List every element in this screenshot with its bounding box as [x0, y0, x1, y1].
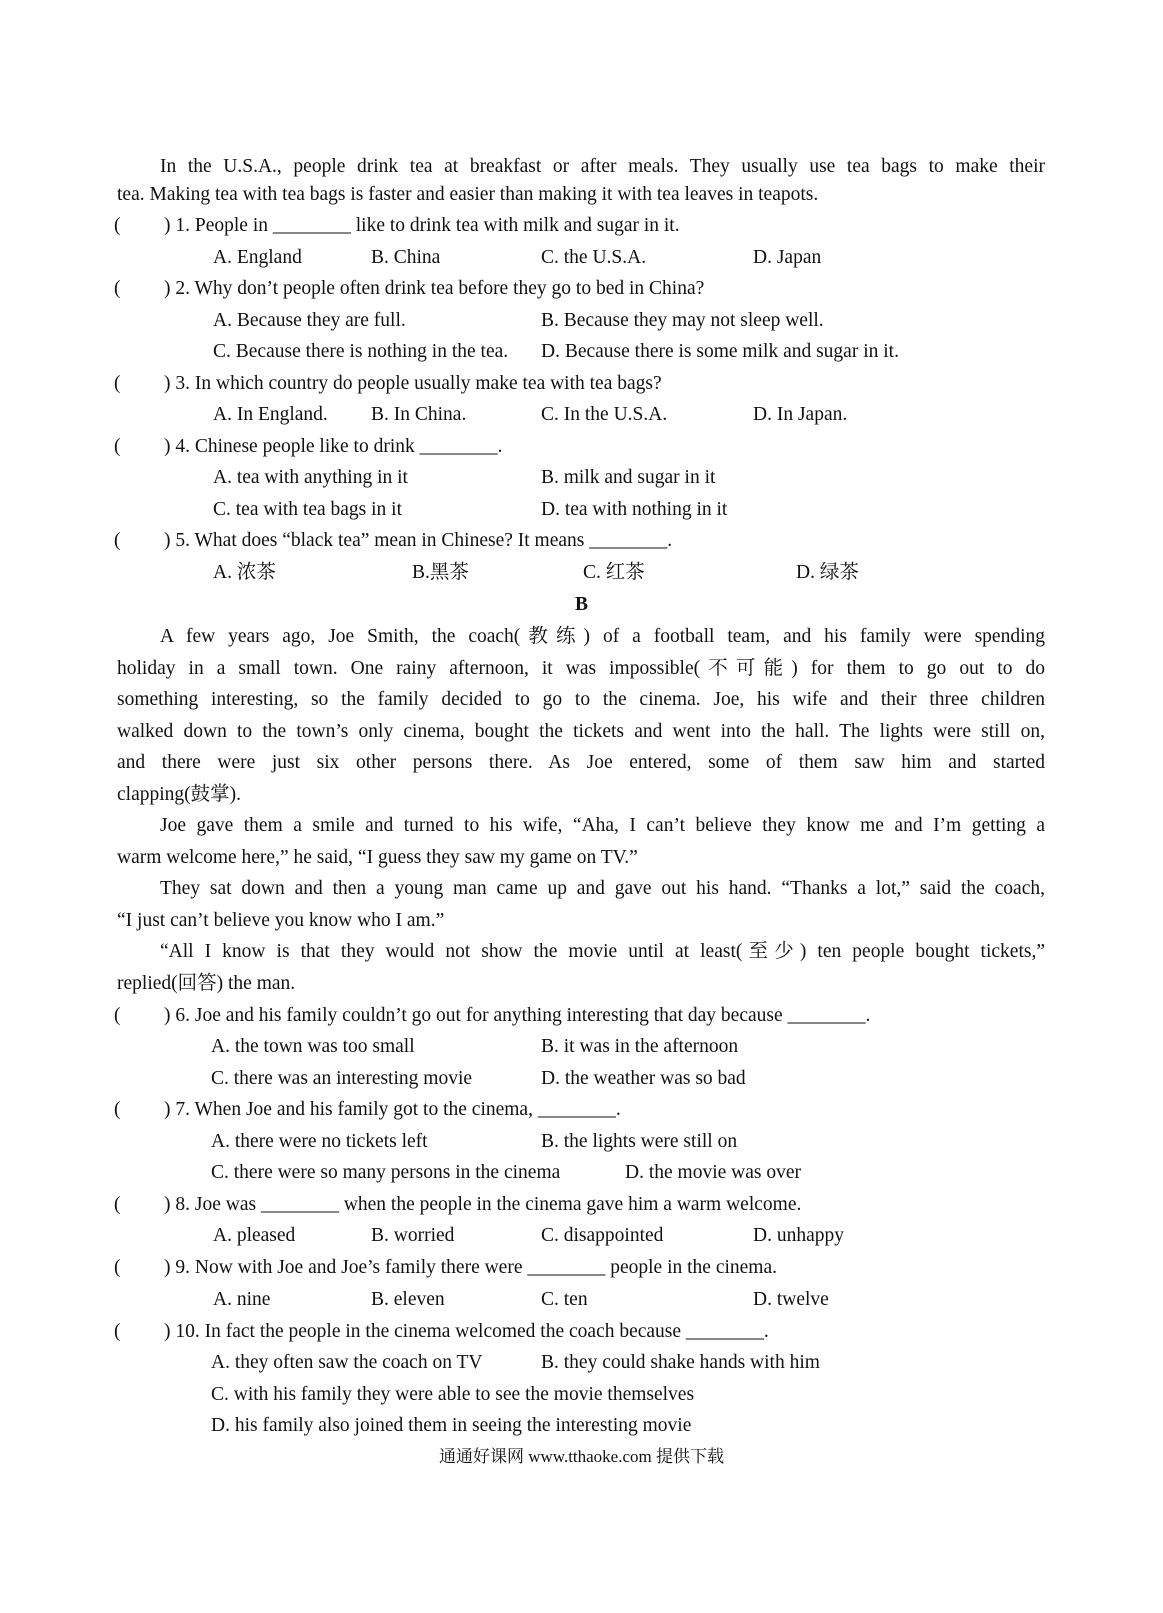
option: A. In England. — [213, 404, 328, 425]
passage-b-line: walked down to the town’s only cinema, bought the tickets and went into the hall. The lights were still on, — [117, 721, 1045, 742]
option: C. Because there is nothing in the tea. — [213, 341, 509, 362]
option: B. eleven — [371, 1289, 445, 1310]
passage-b-line: “All I know is that they would not show the movie until at least(至少) ten people bought tickets,” — [160, 941, 1045, 962]
answer-paren: ( — [114, 1194, 121, 1215]
passage-b-line: They sat down and then a young man came up and gave out his hand. “Thanks a lot,” said the coach, — [160, 878, 1045, 899]
question-stem: ) 9. Now with Joe and Joe’s family there were ________ people in the cinema. — [164, 1257, 778, 1278]
passage-b-line: Joe gave them a smile and turned to his wife, “Aha, I can’t believe they know me and I’m getting a — [160, 815, 1045, 836]
option: D. Japan — [753, 247, 822, 268]
option: A. pleased — [213, 1225, 296, 1246]
passage-b-line: A few years ago, Joe Smith, the coach(教练) of a football team, and his family were spending — [160, 626, 1045, 647]
answer-paren: ( — [114, 1321, 121, 1342]
question-stem: ) 7. When Joe and his family got to the cinema, ________. — [164, 1099, 621, 1120]
answer-paren: ( — [114, 215, 121, 236]
passage-b-line: “I just can’t believe you know who I am.” — [117, 910, 445, 931]
answer-paren: ( — [114, 1005, 121, 1026]
option: A. there were no tickets left — [211, 1131, 428, 1152]
option: A. the town was too small — [211, 1036, 415, 1057]
option: A. England — [213, 247, 302, 268]
question-stem: ) 3. In which country do people usually make tea with tea bags? — [164, 373, 662, 394]
question-stem: ) 1. People in ________ like to drink tea with milk and sugar in it. — [164, 215, 680, 236]
option: A. they often saw the coach on TV — [211, 1352, 483, 1373]
option: C. there was an interesting movie — [211, 1068, 473, 1089]
option: B. China — [371, 247, 441, 268]
option: D. his family also joined them in seeing the interesting movie — [211, 1415, 692, 1436]
option: B. they could shake hands with him — [541, 1352, 820, 1373]
question-stem: ) 4. Chinese people like to drink ________. — [164, 436, 503, 457]
answer-paren: ( — [114, 436, 121, 457]
option: D. twelve — [753, 1289, 829, 1310]
option: B. worried — [371, 1225, 455, 1246]
question-stem: ) 5. What does “black tea” mean in Chinese? It means ________. — [164, 530, 673, 551]
passage-b-line: and there were just six other persons there. As Joe entered, some of them saw him and started — [117, 752, 1045, 773]
option: B. the lights were still on — [541, 1131, 738, 1152]
option: D. the weather was so bad — [541, 1068, 746, 1089]
passage-b-line: holiday in a small town. One rainy afternoon, it was impossible(不可能) for them to go out to do — [117, 658, 1045, 679]
option: D. the movie was over — [625, 1162, 801, 1183]
question-stem: ) 6. Joe and his family couldn’t go out for anything interesting that day because ________. — [164, 1005, 871, 1026]
passage-b-line: warm welcome here,” he said, “I guess they saw my game on TV.” — [117, 847, 638, 868]
answer-paren: ( — [114, 530, 121, 551]
passage-b-line: replied(回答) the man. — [117, 973, 296, 994]
option: C. In the U.S.A. — [541, 404, 668, 425]
page-footer: 通通好课网 www.tthaoke.com 提供下载 — [438, 1447, 725, 1466]
option: B. it was in the afternoon — [541, 1036, 739, 1057]
answer-paren: ( — [114, 1257, 121, 1278]
passage-b-line: clapping(鼓掌). — [117, 784, 242, 805]
question-stem: ) 10. In fact the people in the cinema welcomed the coach because ________. — [164, 1321, 769, 1342]
passage-b-line: something interesting, so the family decided to go to the cinema. Joe, his wife and their three children — [117, 689, 1045, 710]
option: C. ten — [541, 1289, 588, 1310]
option: A. tea with anything in it — [213, 467, 408, 488]
answer-paren: ( — [114, 373, 121, 394]
option: A. Because they are full. — [213, 310, 406, 331]
option: B.黑茶 — [412, 562, 469, 583]
option: C. disappointed — [541, 1225, 664, 1246]
option: C. tea with tea bags in it — [213, 499, 403, 520]
option: B. milk and sugar in it — [541, 467, 716, 488]
option: D. tea with nothing in it — [541, 499, 728, 520]
question-stem: ) 2. Why don’t people often drink tea before they go to bed in China? — [164, 278, 705, 299]
option: C. 红茶 — [583, 562, 645, 583]
question-stem: ) 8. Joe was ________ when the people in the cinema gave him a warm welcome. — [164, 1194, 802, 1215]
option: D. Because there is some milk and sugar in it. — [541, 341, 899, 362]
passage-a-line: In the U.S.A., people drink tea at breakfast or after meals. They usually use tea bags to make their — [160, 156, 1045, 177]
option: C. with his family they were able to see the movie themselves — [211, 1384, 695, 1405]
option: C. the U.S.A. — [541, 247, 647, 268]
answer-paren: ( — [114, 1099, 121, 1120]
answer-paren: ( — [114, 278, 121, 299]
passage-a-line: tea. Making tea with tea bags is faster and easier than making it with tea leaves in teapots. — [117, 184, 819, 205]
option: B. Because they may not sleep well. — [541, 310, 824, 331]
option: D. 绿茶 — [796, 562, 859, 583]
option: A. nine — [213, 1289, 271, 1310]
option: B. In China. — [371, 404, 467, 425]
option: D. unhappy — [753, 1225, 844, 1246]
option: D. In Japan. — [753, 404, 848, 425]
option: C. there were so many persons in the cinema — [211, 1162, 561, 1183]
option: A. 浓茶 — [213, 562, 276, 583]
section-label: B — [574, 594, 588, 615]
